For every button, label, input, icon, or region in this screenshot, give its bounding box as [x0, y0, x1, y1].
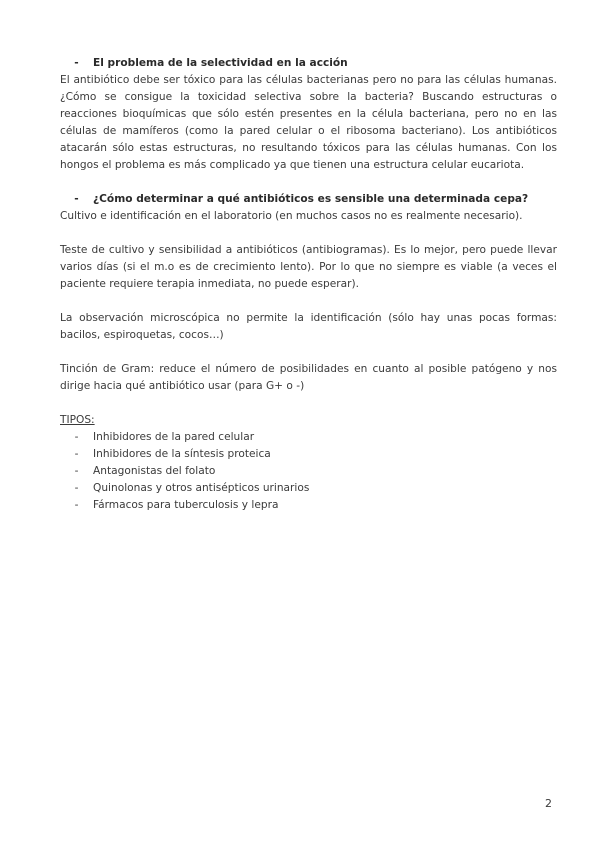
paragraph-cultivo: Cultivo e identificación en el laboratorio (en muchos casos no es realmente necesario). — [60, 210, 523, 222]
list-item — [60, 429, 557, 446]
bullet-dash: - — [74, 193, 79, 205]
bullet-dash: - — [74, 465, 79, 477]
list-item — [60, 497, 557, 514]
list-item — [60, 463, 557, 480]
bullet-dash: - — [74, 448, 79, 460]
section-heading-selectividad — [60, 55, 557, 72]
list-item-label: Fármacos para tuberculosis y lepra — [93, 499, 279, 511]
bullet-dash: - — [74, 499, 79, 511]
paragraph-microscopia: La observación microscópica no permite la identificación (sólo hay unas pocas formas: bacilos, espiroquetas, cocos…) — [60, 312, 557, 341]
list-item — [60, 480, 557, 497]
heading-text: ¿Cómo determinar a qué antibióticos es sensible una determinada cepa? — [93, 193, 529, 205]
bullet-dash: - — [74, 57, 79, 69]
page-number: 2 — [545, 797, 552, 810]
paragraph-gram: Tinción de Gram: reduce el número de posibilidades en cuanto al posible patógeno y nos dirige hacia qué antibiótico usar (para G+ o -) — [60, 363, 557, 392]
list-item-label: Antagonistas del folato — [93, 465, 216, 477]
document-page — [60, 55, 557, 514]
list-item-label: Inhibidores de la pared celular — [93, 431, 255, 443]
bullet-dash: - — [74, 431, 79, 443]
tipos-title: TIPOS: — [60, 414, 95, 426]
heading-text: El problema de la selectividad en la acción — [93, 57, 348, 69]
list-item — [60, 446, 557, 463]
bullet-dash: - — [74, 482, 79, 494]
paragraph-selectividad: El antibiótico debe ser tóxico para las células bacterianas pero no para las células humanas. ¿Cómo se consigue la toxicidad selectiva sobre la bacteria? Buscando estructuras o reacciones bioquímicas que sólo estén presentes en la célula bacteriana, pero no en las células de mamíferos (como la pared celular o el ribosoma bacteriano). Los antibióticos atacarán sólo estas estructuras, no resultando tóxicos para las células humanas. Con los hongos el problema es más complicado ya que tienen una estructura celular eucariota. — [60, 74, 557, 171]
paragraph-antibiogramas: Teste de cultivo y sensibilidad a antibióticos (antibiogramas). Es lo mejor, pero puede llevar varios días (si el m.o es de crecimiento lento). Por lo que no siempre es viable (a veces el paciente requiere terapia inmediata, no puede esperar). — [60, 244, 557, 290]
tipos-list — [60, 429, 557, 514]
section-heading-sensibilidad — [60, 191, 557, 208]
list-item-label: Inhibidores de la síntesis proteica — [93, 448, 271, 460]
list-item-label: Quinolonas y otros antisépticos urinarios — [93, 482, 310, 494]
